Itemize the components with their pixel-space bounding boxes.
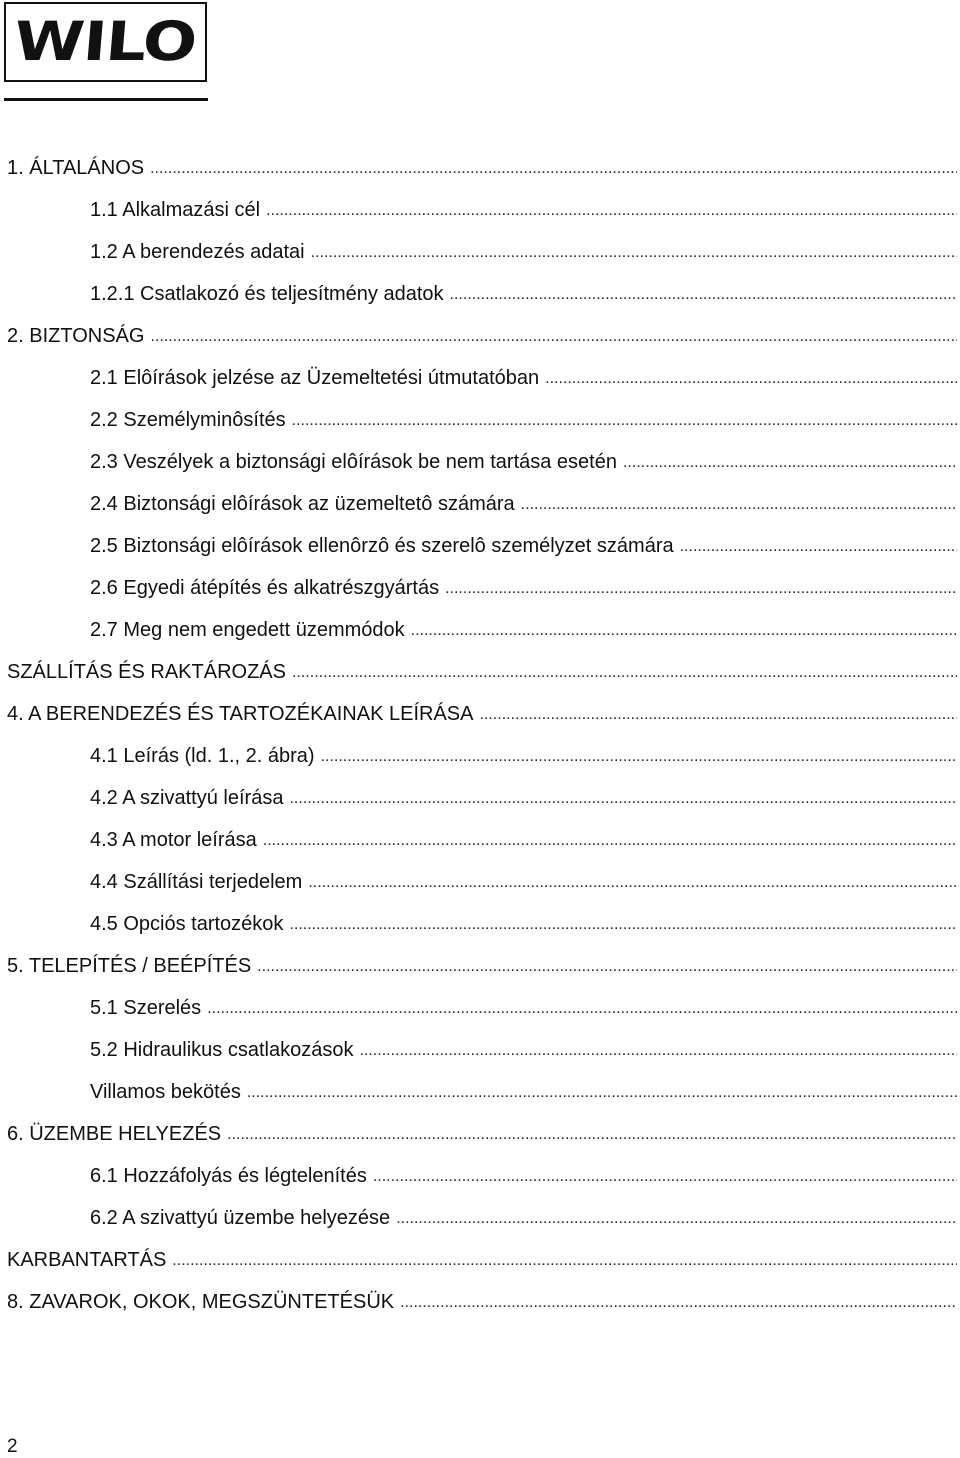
toc-entry (0, 1155, 960, 1197)
toc-dot-leader (266, 202, 957, 231)
toc-dot-leader (545, 370, 957, 399)
toc-entry (0, 987, 960, 1029)
toc-dot-leader (207, 1000, 957, 1029)
toc-entry-label: 8. ZAVAROK, OKOK, MEGSZÜNTETÉSÜK (7, 1290, 395, 1313)
toc-entry (0, 861, 960, 903)
toc-entry-label: 6.2 A szivattyú üzembe helyezése (90, 1206, 391, 1229)
toc-entry (0, 693, 960, 735)
toc-entry (0, 1071, 960, 1113)
toc-entry-label: 5.1 Szerelés (90, 996, 202, 1019)
toc-dot-leader (450, 286, 957, 315)
toc-dot-leader (445, 580, 957, 609)
toc-entry (0, 399, 960, 441)
toc-entry (0, 1113, 960, 1155)
toc-entry (0, 231, 960, 273)
toc-entry-label: 4.1 Leírás (ld. 1., 2. ábra) (90, 744, 315, 767)
toc-entry (0, 147, 960, 189)
logo-underline (4, 98, 208, 101)
wilo-logo (4, 2, 207, 82)
toc-dot-leader (227, 1126, 957, 1155)
toc-entry-label: 4.3 A motor leírása (90, 828, 257, 851)
toc-entry-label: 2. BIZTONSÁG (7, 324, 145, 347)
logo-text: WILO (12, 10, 200, 73)
toc-entry-label: 2.5 Biztonsági elôírások ellenôrzô és szerelô személyzet számára (90, 534, 674, 557)
toc-entry (0, 903, 960, 945)
toc-entry (0, 1239, 960, 1281)
toc-entry (0, 315, 960, 357)
toc-dot-leader (292, 664, 957, 693)
toc-entry (0, 567, 960, 609)
toc-dot-leader (411, 622, 957, 651)
toc-entry (0, 357, 960, 399)
toc-entry-label: 1. ÁLTALÁNOS (7, 156, 145, 179)
toc-entry (0, 735, 960, 777)
toc-entry-label: 2.2 Személyminôsítés (90, 408, 286, 431)
toc-entry-label: 2.4 Biztonsági elôírások az üzemeltetô számára (90, 492, 515, 515)
toc-dot-leader (289, 790, 957, 819)
toc-entry (0, 1029, 960, 1071)
toc-dot-leader (479, 706, 957, 735)
toc-entry (0, 483, 960, 525)
toc-dot-leader (150, 160, 957, 189)
toc-dot-leader (311, 244, 957, 273)
toc-dot-leader (521, 496, 957, 525)
toc-dot-leader (172, 1252, 957, 1281)
table-of-contents (0, 147, 960, 1323)
toc-dot-leader (680, 538, 957, 567)
toc-entry (0, 945, 960, 987)
toc-dot-leader (150, 328, 957, 357)
toc-entry-label: KARBANTARTÁS (7, 1248, 167, 1271)
toc-dot-leader (623, 454, 957, 483)
toc-entry-label: 5. TELEPÍTÉS / BEÉPÍTÉS (7, 954, 252, 977)
toc-entry-label: 1.2 A berendezés adatai (90, 240, 305, 263)
toc-entry-label: 4.4 Szállítási terjedelem (90, 870, 303, 893)
toc-dot-leader (396, 1210, 957, 1239)
toc-entry (0, 819, 960, 861)
toc-entry-label: 2.7 Meg nem engedett üzemmódok (90, 618, 405, 641)
toc-entry-label: 4.5 Opciós tartozékok (90, 912, 284, 935)
toc-entry (0, 777, 960, 819)
toc-dot-leader (247, 1084, 957, 1113)
toc-dot-leader (263, 832, 957, 861)
toc-entry-label: 2.3 Veszélyek a biztonsági elôírások be nem tartása esetén (90, 450, 617, 473)
toc-entry (0, 273, 960, 315)
toc-entry (0, 609, 960, 651)
toc-dot-leader (373, 1168, 957, 1197)
toc-entry (0, 1197, 960, 1239)
toc-entry (0, 1281, 960, 1323)
toc-entry-label: 2.6 Egyedi átépítés és alkatrészgyártás (90, 576, 440, 599)
toc-dot-leader (289, 916, 957, 945)
toc-dot-leader (400, 1294, 957, 1323)
toc-dot-leader (359, 1042, 957, 1071)
toc-entry (0, 189, 960, 231)
toc-entry (0, 441, 960, 483)
page-number: 2 (7, 1436, 18, 1457)
toc-entry-label: 1.2.1 Csatlakozó és teljesítmény adatok (90, 282, 444, 305)
toc-dot-leader (292, 412, 957, 441)
toc-entry-label: 2.1 Elôírások jelzése az Üzemeltetési útmutatóban (90, 366, 540, 389)
toc-dot-leader (321, 748, 957, 777)
toc-entry-label: 5.2 Hidraulikus csatlakozások (90, 1038, 354, 1061)
toc-dot-leader (308, 874, 957, 903)
toc-dot-leader (257, 958, 957, 987)
toc-entry-label: 4.2 A szivattyú leírása (90, 786, 284, 809)
toc-entry-label: 6. ÜZEMBE HELYEZÉS (7, 1122, 222, 1145)
toc-entry (0, 651, 960, 693)
toc-entry-label: SZÁLLÍTÁS ÉS RAKTÁROZÁS (7, 660, 286, 683)
toc-entry (0, 525, 960, 567)
toc-entry-label: Villamos bekötés (90, 1080, 241, 1103)
toc-entry-label: 1.1 Alkalmazási cél (90, 198, 261, 221)
toc-entry-label: 6.1 Hozzáfolyás és légtelenítés (90, 1164, 367, 1187)
toc-entry-label: 4. A BERENDEZÉS ÉS TARTOZÉKAINAK LEÍRÁSA (7, 702, 474, 725)
